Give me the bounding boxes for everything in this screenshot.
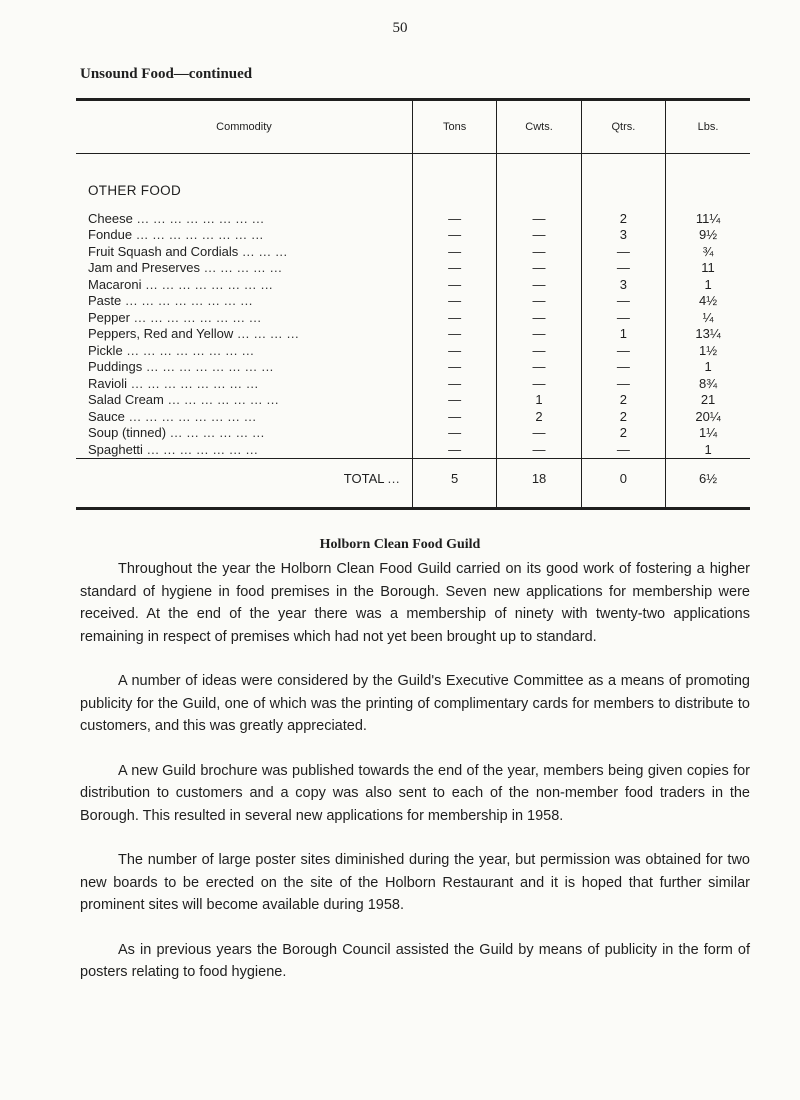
cell-cwts: — [497,210,581,227]
cell-cwts: — [497,293,581,310]
cell-tons: — [412,392,496,409]
cell-qtrs: — [581,359,665,376]
commodity-name: Fondue [88,227,133,243]
cell-lbs: 11¼ [666,210,750,227]
commodity-name: Peppers, Red and Yellow [88,326,234,342]
commodity-name: Paste [88,293,122,309]
cell-tons: — [412,243,496,260]
header-cwts: Cwts. [497,101,581,154]
table-row: Peppers, Red and Yellow ... ... ... ... — — 1 13¼ [76,326,750,343]
cell-lbs: 1 [666,441,750,458]
cell-lbs: 1½ [666,342,750,359]
cell-cwts: 1 [497,392,581,409]
cell-cwts: — [497,260,581,277]
cell-qtrs: — [581,309,665,326]
cell-qtrs: 3 [581,227,665,244]
cell-qtrs: — [581,260,665,277]
table-row: Pepper ... ... ... ... ... ... ... ... — — — ¼ [76,309,750,326]
total-lbs: 6½ [666,458,750,499]
table-row: Fruit Squash and Cordials ... ... ... — — — ¾ [76,243,750,260]
guild-text [80,558,750,1006]
cell-qtrs: — [581,342,665,359]
cell-tons: — [412,342,496,359]
cell-lbs: 1¼ [666,425,750,442]
group-row [76,154,750,203]
cell-cwts: — [497,276,581,293]
table-row: Jam and Preserves ... ... ... ... ... — — — 11 [76,260,750,277]
cell-cwts: — [497,227,581,244]
cell-lbs: 20¼ [666,408,750,425]
cell-lbs: 1 [666,359,750,376]
cell-cwts: — [497,359,581,376]
cell-qtrs: — [581,375,665,392]
table-row: Sauce ... ... ... ... ... ... ... ... — 2 2 20¼ [76,408,750,425]
commodity-name: Puddings [88,359,143,375]
cell-qtrs: — [581,293,665,310]
cell-lbs: 4½ [666,293,750,310]
cell-tons: — [412,227,496,244]
unsound-food-table [76,98,750,510]
page-number: 50 [392,20,408,36]
cell-lbs: 1 [666,276,750,293]
cell-cwts: — [497,375,581,392]
cell-tons: — [412,293,496,310]
cell-lbs: ¾ [666,243,750,260]
table-row: Soup (tinned) ... ... ... ... ... ... — — 2 1¼ [76,425,750,442]
total-tons: 5 [412,458,496,499]
total-cwts: 18 [497,458,581,499]
commodity-name: Soup (tinned) [88,425,167,441]
cell-cwts: — [497,441,581,458]
header-qtrs: Qtrs. [581,101,665,154]
commodity-name: Sauce [88,408,125,424]
commodity-name: Pickle [88,342,123,358]
header-commodity: Commodity [76,101,412,154]
cell-lbs: 11 [666,260,750,277]
guild-paragraph: A number of ideas were considered by the Guild's Executive Committee as a means of promoting publicity for the Guild, one of which was the printing of complimentary cards for members to distribute to customers, and this was greatly appreciated. [80,673,750,734]
commodity-name: Salad Cream [88,392,164,408]
header-lbs: Lbs. [666,101,750,154]
guild-paragraph: Throughout the year the Holborn Clean Food Guild carried on its good work of fostering a higher standard of hygiene in food premises in the Borough. Seven new applications for membership were received. At the end of the year there was a membership of ninety with twenty-two applications remaining in respect of premises which had not yet been brought up to standard. [80,561,750,645]
commodity-name: Cheese [88,210,133,226]
cell-tons: — [412,276,496,293]
guild-paragraph: A new Guild brochure was published towards the end of the year, members being given copies for distribution to customers and a copy was also sent to each of the non-member food traders in the Borough. This resulted in several new applications for membership in 1958. [80,762,750,824]
cell-tons: — [412,408,496,425]
guild-paragraph: As in previous years the Borough Council assisted the Guild by means of publicity in the form of posters relating to food hygiene. [80,941,750,980]
cell-tons: — [412,375,496,392]
guild-paragraph: The number of large poster sites diminished during the year, but permission was obtained for two new boards to be erected on the site of the Holborn Restaurant and it is hoped that further similar prominent sites will become available during 1958. [80,852,750,913]
table-row: Macaroni ... ... ... ... ... ... ... ... — — 3 1 [76,276,750,293]
cell-cwts: — [497,326,581,343]
commodity-name: Fruit Squash and Cordials [88,243,239,259]
group-label: OTHER FOOD [88,183,181,198]
section-heading: Unsound Food—continued [80,66,253,82]
cell-lbs: 13¼ [666,326,750,343]
table-row: Cheese ... ... ... ... ... ... ... ... — — 2 11¼ [76,210,750,227]
cell-qtrs: — [581,243,665,260]
cell-qtrs: — [581,441,665,458]
cell-qtrs: 2 [581,425,665,442]
cell-qtrs: 1 [581,326,665,343]
commodity-name: Ravioli [88,375,128,391]
cell-qtrs: 3 [581,276,665,293]
cell-lbs: 9½ [666,227,750,244]
cell-tons: — [412,309,496,326]
total-label: TOTAL [343,471,385,486]
cell-cwts: — [497,342,581,359]
header-tons: Tons [412,101,496,154]
commodity-name: Macaroni [88,276,142,292]
cell-lbs: 8¾ [666,375,750,392]
table-row: Paste ... ... ... ... ... ... ... ... — — — 4½ [76,293,750,310]
cell-tons: — [412,326,496,343]
cell-lbs: ¼ [666,309,750,326]
cell-tons: — [412,359,496,376]
guild-heading: Holborn Clean Food Guild [319,537,481,552]
cell-tons: — [412,260,496,277]
cell-cwts: 2 [497,408,581,425]
cell-qtrs: 2 [581,408,665,425]
table-row: Salad Cream ... ... ... ... ... ... ... — 1 2 21 [76,392,750,409]
cell-lbs: 21 [666,392,750,409]
commodity-name: Pepper [88,309,130,325]
table-row: Fondue ... ... ... ... ... ... ... ... — — 3 9½ [76,227,750,244]
table-row: Spaghetti ... ... ... ... ... ... ... — — — 1 [76,441,750,458]
cell-cwts: — [497,309,581,326]
table-header-row [76,101,750,154]
cell-qtrs: 2 [581,210,665,227]
commodity-name: Spaghetti [88,441,143,457]
table-row: Pickle ... ... ... ... ... ... ... ... — — — 1½ [76,342,750,359]
total-qtrs: 0 [581,458,665,499]
cell-tons: — [412,441,496,458]
table-row: Ravioli ... ... ... ... ... ... ... ... — — — 8¾ [76,375,750,392]
cell-qtrs: 2 [581,392,665,409]
cell-tons: — [412,210,496,227]
table-row: Puddings ... ... ... ... ... ... ... ... — — — 1 [76,359,750,376]
commodity-name: Jam and Preserves [88,260,200,276]
cell-cwts: — [497,243,581,260]
cell-cwts: — [497,425,581,442]
total-row: TOTAL ... 5 18 0 6½ [76,458,750,499]
cell-tons: — [412,425,496,442]
food-table [76,101,750,507]
